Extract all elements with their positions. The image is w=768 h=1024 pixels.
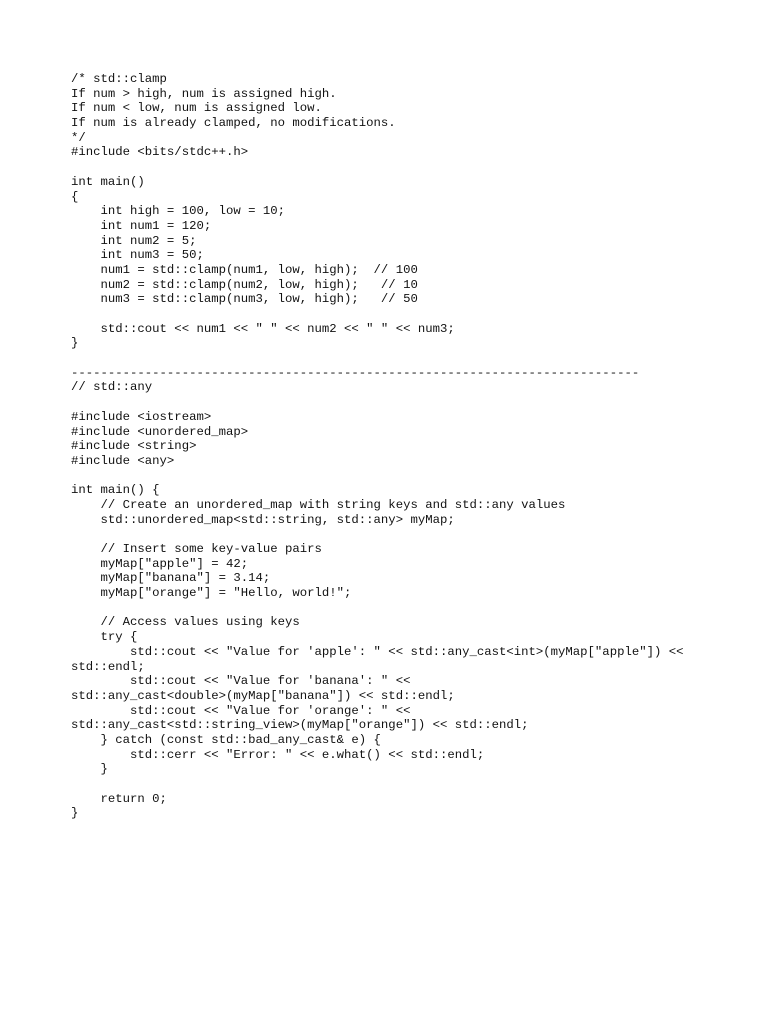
code-line	[71, 307, 761, 322]
code-line: int high = 100, low = 10;	[71, 204, 286, 219]
code-line: // Insert some key-value pairs	[71, 542, 322, 556]
code-line: std::cout << num1 << " " << num2 << " " << num3;	[71, 321, 455, 336]
code-line: return 0;	[71, 791, 167, 806]
code-line: int main()	[71, 174, 145, 189]
code-line	[71, 601, 761, 616]
code-line	[71, 777, 761, 792]
code-line: myMap["orange"] = "Hello, world!";	[71, 586, 352, 601]
code-line: #include <unordered_map>	[71, 424, 249, 439]
separator-line: -----------------------------------------------------------------------------	[71, 365, 640, 380]
code-listing	[71, 72, 761, 821]
code-line: int main() {	[71, 483, 160, 498]
code-line: std::cout << "Value for 'apple': " << std::any_cast<int>(myMap["apple"]) <<	[71, 644, 684, 659]
code-line	[71, 160, 761, 175]
code-line: }	[71, 806, 79, 821]
code-line: num1 = std::clamp(num1, low, high); // 100	[71, 262, 418, 277]
code-line: int num3 = 50;	[71, 248, 204, 263]
code-line	[71, 395, 761, 410]
code-line: } catch (const std::bad_any_cast& e) {	[71, 732, 381, 747]
code-line: num2 = std::clamp(num2, low, high); // 10	[71, 277, 418, 292]
code-line: If num > high, num is assigned high.	[71, 86, 337, 101]
code-line: std::cout << "Value for 'banana': " <<	[71, 674, 411, 689]
code-line: }	[71, 336, 79, 351]
code-line: */	[71, 130, 86, 145]
code-line: #include <string>	[71, 439, 197, 454]
code-line: try {	[71, 630, 138, 645]
code-line: myMap["banana"] = 3.14;	[71, 571, 271, 586]
code-line: /* std::clamp	[71, 72, 167, 86]
code-line: std::unordered_map<std::string, std::any> myMap;	[71, 512, 455, 527]
code-line	[71, 351, 761, 366]
code-line: int num1 = 120;	[71, 218, 212, 233]
code-line: std::cerr << "Error: " << e.what() << std::endl;	[71, 747, 485, 762]
code-line: If num is already clamped, no modifications.	[71, 116, 396, 131]
code-line	[71, 469, 761, 484]
code-line	[71, 527, 761, 542]
code-line: std::any_cast<std::string_view>(myMap["orange"]) << std::endl;	[71, 718, 529, 733]
code-line: std::any_cast<double>(myMap["banana"]) << std::endl;	[71, 688, 455, 703]
code-line: #include <iostream>	[71, 409, 212, 424]
code-line: #include <bits/stdc++.h>	[71, 145, 249, 160]
code-line: #include <any>	[71, 453, 175, 468]
code-line: If num < low, num is assigned low.	[71, 101, 322, 116]
code-line: // Access values using keys	[71, 615, 300, 630]
code-line: std::cout << "Value for 'orange': " <<	[71, 703, 411, 718]
code-line: // Create an unordered_map with string keys and std::any values	[71, 497, 566, 512]
code-line: num3 = std::clamp(num3, low, high); // 50	[71, 292, 418, 307]
code-line: {	[71, 189, 79, 204]
code-line: myMap["apple"] = 42;	[71, 556, 249, 571]
code-line: // std::any	[71, 380, 153, 395]
code-line: int num2 = 5;	[71, 233, 197, 248]
code-line: std::endl;	[71, 659, 145, 674]
code-line: }	[71, 762, 108, 777]
